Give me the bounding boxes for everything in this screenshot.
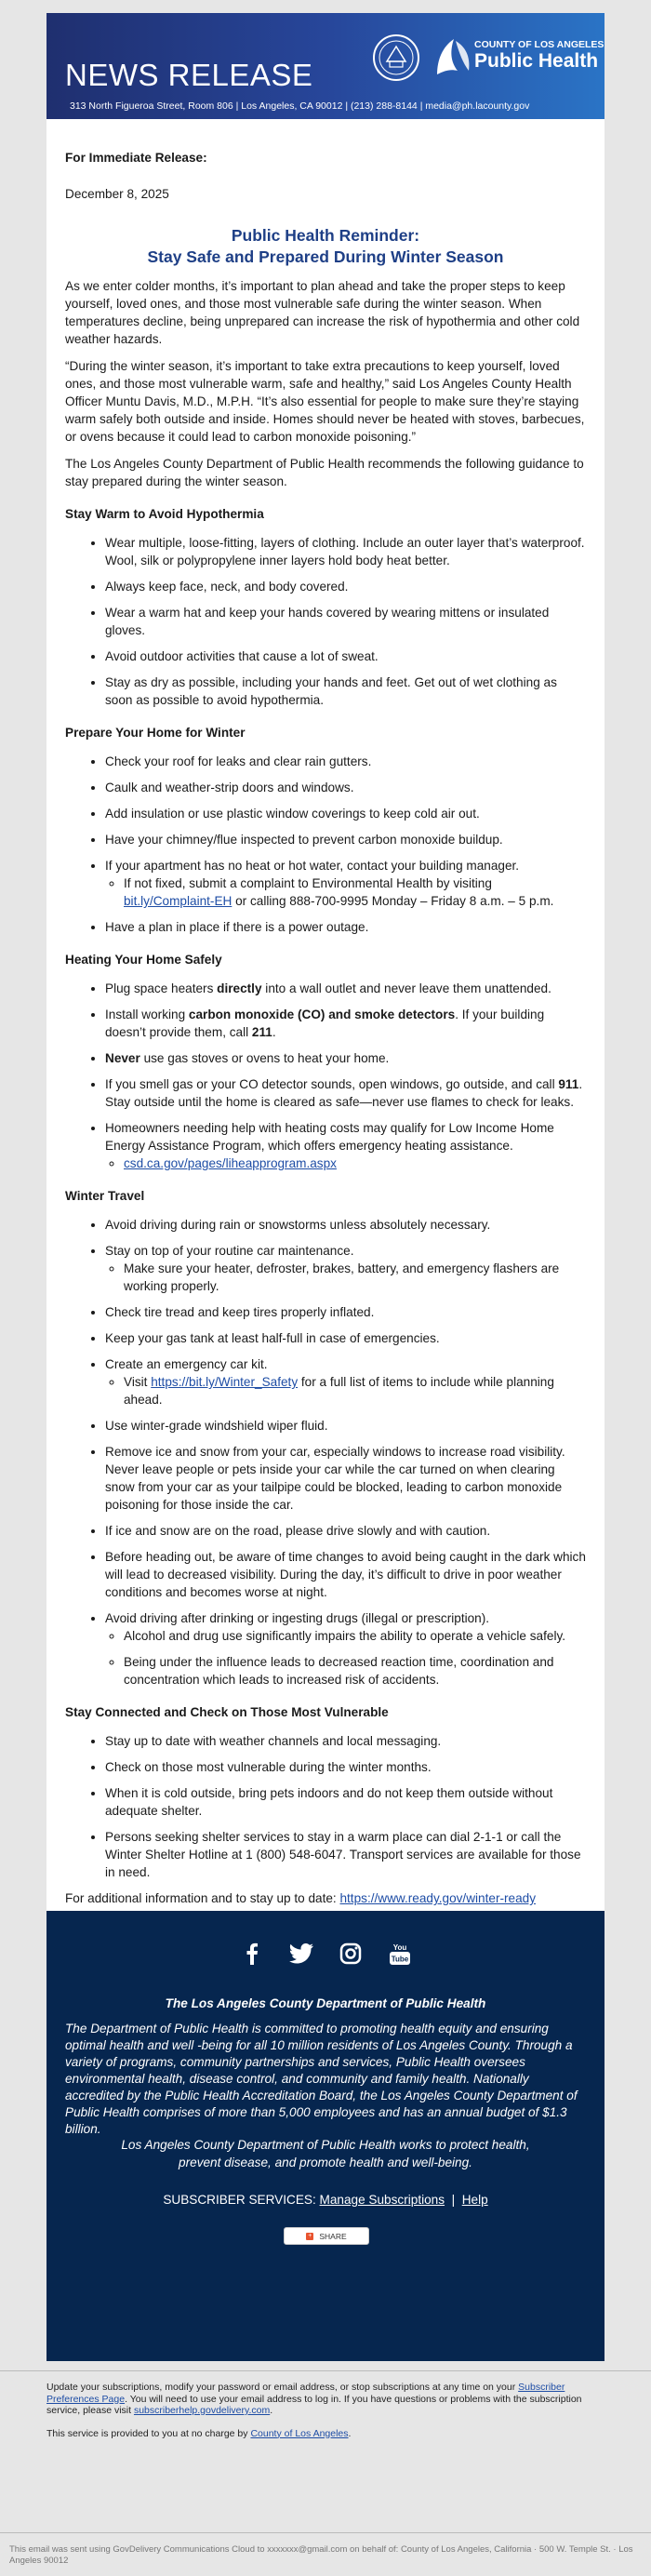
list-item: • Avoid outdoor activities that cause a lot of sweat. [105, 647, 586, 665]
list-item: • Keep your gas tank at least half-full in case of emergencies. [105, 1329, 586, 1347]
text: Visit [124, 1375, 152, 1389]
manage-subscriptions-link[interactable]: Manage Subscriptions [319, 2193, 445, 2207]
banner-title: NEWS RELEASE [65, 58, 313, 92]
list-item: • Check tire tread and keep tires properly inflated. [105, 1303, 586, 1321]
guidance-paragraph: The Los Angeles County Department of Public Health recommends the following guidance to stay prepared during the winter season. [65, 457, 584, 488]
facebook-icon[interactable] [237, 1939, 267, 1969]
section-heading-connected: Stay Connected and Check on Those Most Vulnerable [65, 1705, 389, 1719]
footer-mission [112, 2136, 539, 2171]
ready-gov-link[interactable]: https://www.ready.gov/winter-ready [339, 1891, 537, 1905]
text: Stay on top of your routine car maintenance. [105, 1244, 354, 1258]
divider [0, 2532, 651, 2533]
text: This service is provided to you at no charge by [46, 2427, 251, 2439]
text: . [270, 2405, 273, 2416]
list-item: • Stay up to date with weather channels and local messaging. [105, 1732, 586, 1750]
subscriber-services [46, 2193, 604, 2207]
subscriber-label: SUBSCRIBER SERVICES: [163, 2193, 320, 2207]
list-item [105, 1242, 586, 1295]
emphasis: 911 [558, 1077, 579, 1091]
list-item: • Check your roof for leaks and clear rain gutters. [105, 753, 586, 770]
list-item: • Always keep face, neck, and body covered. [105, 578, 586, 595]
emphasis: directly [217, 981, 262, 995]
text: into a wall outlet and never leave them unattended. [261, 981, 551, 995]
complaint-text-end: or calling 888-700-9995 Monday – Friday 8 a.m. – 5 p.m. [232, 894, 554, 908]
list-item [105, 857, 586, 910]
list-item: ◦ Alcohol and drug use significantly impairs the ability to operate a vehicle safely. [124, 1627, 586, 1645]
youtube-icon[interactable] [385, 1939, 415, 1969]
list-item: • Avoid driving during rain or snowstorms unless absolutely necessary. [105, 1216, 586, 1234]
liheap-link[interactable]: csd.ca.gov/pages/liheapprogram.aspx [124, 1156, 337, 1170]
text: Plug space heaters [105, 981, 218, 995]
complaint-link[interactable]: bit.ly/Complaint-EH [124, 894, 232, 908]
list-item-text: If your apartment has no heat or hot water, contact your building manager. [105, 859, 520, 873]
quote-paragraph: “During the winter season, it’s important to take extra precautions to keep yourself, loved ones, and those most vulnerable warm, safe and healthy,” said Los Angeles County Health Officer Muntu Davis, M.D., M.P.H. “It’s also essential for people to make sure they’re staying warm safely both outside and inside. Homes should never be heated with stoves, barbecues, or ovens because it could lead to carbon monoxide poisoning.” [65, 359, 585, 444]
text: . You will need to use your email address to log in. If you have questions or problems with the subscription service, please visit [46, 2393, 582, 2416]
footer-description: The Department of Public Health is committed to promoting health equity and ensuring optimal health and well -being for all 10 million residents of Los Angeles County. Through a variety of programs, community partnerships and services, Public Health oversees environmental health, disease control, and community and family health. Nationally accredited by the Public Health Accreditation Board, the Los Angeles County Department of Public Health comprises of more than 5,000 employees and has an annual budget of $1.3 billion. [65, 2022, 578, 2136]
share-button[interactable] [284, 2227, 369, 2245]
list-item: ◦ Make sure your heater, defroster, brakes, battery, and emergency flashers are working properly. [124, 1260, 586, 1295]
home-list [65, 753, 586, 936]
social-links [46, 1939, 604, 1969]
divider [0, 2370, 651, 2371]
sent-via-text: This email was sent using GovDelivery Communications Cloud to xxxxxxx@gmail.com on behalf of: County of Los Angeles, California · 500 W. Temple St. · Los Angeles 90012 [9, 2544, 633, 2566]
text: Create an emergency car kit. [105, 1357, 268, 1371]
update-text [46, 2382, 604, 2417]
heating-list [65, 980, 586, 1172]
list-item: • Stay as dry as possible, including your hands and feet. Get out of wet clothing as soon as possible to avoid hypothermia. [105, 674, 586, 709]
list-item: • Persons seeking shelter services to stay in a warm place can dial 2-1-1 or call the Winter Shelter Hotline at 1 (800) 548-6047. Transport services are available for those in need. [105, 1828, 586, 1881]
list-item: • Have a plan in place if there is a power outage. [105, 918, 586, 936]
winter-safety-link[interactable]: https://bit.ly/Winter_Safety [151, 1375, 299, 1389]
banner-address: 313 North Figueroa Street, Room 806 | Los Angeles, CA 90012 | (213) 288-8144 | media@ph.lacounty.gov [70, 100, 530, 112]
connected-list [65, 1732, 586, 1881]
list-item: • Before heading out, be aware of time changes to avoid being caught in the dark which will lead to decreased visibility. During the day, it’s difficult to drive in poor weather conditions and becomes worse at night. [105, 1548, 586, 1601]
release-date: December 8, 2025 [65, 187, 169, 201]
list-item: • When it is cold outside, bring pets indoors and do not keep them outside without adequate shelter. [105, 1784, 586, 1820]
list-item: ◦ Being under the influence leads to decreased reaction time, coordination and concentration which leads to increased risk of accidents. [124, 1653, 586, 1688]
list-item: • Wear multiple, loose-fitting, layers of clothing. Include an outer layer that’s waterproof. Wool, silk or polypropylene inner layers hold body heat better. [105, 534, 586, 569]
footer-org-name: The Los Angeles County Department of Public Health [165, 1996, 486, 2010]
separator: | [451, 2193, 456, 2207]
text: . If your building doesn’t provide them, call [105, 1008, 545, 1039]
list-item [105, 1049, 586, 1067]
list-item: • Use winter-grade windshield wiper fluid. [105, 1417, 586, 1435]
list-item [105, 1119, 586, 1172]
release-title [65, 225, 586, 268]
subscriber-help-link[interactable]: subscriberhelp.govdelivery.com [133, 2405, 271, 2416]
section-heading-home: Prepare Your Home for Winter [65, 726, 246, 740]
section-heading-warm: Stay Warm to Avoid Hypothermia [65, 507, 264, 521]
emphasis: carbon monoxide (CO) and smoke detectors [188, 1008, 456, 1021]
twitter-icon[interactable] [286, 1939, 316, 1969]
provided-text [46, 2428, 604, 2440]
text: . [272, 1025, 276, 1039]
section-heading-travel: Winter Travel [65, 1189, 145, 1203]
mission-line: Los Angeles County Department of Public Health works to protect health, [121, 2138, 530, 2152]
travel-list [65, 1216, 586, 1688]
heating-sublist [105, 1155, 586, 1172]
subscription-footer [46, 2382, 604, 2439]
list-item: • Caulk and weather-strip doors and windows. [105, 779, 586, 796]
text: If you smell gas or your CO detector sounds, open windows, go outside, and call [105, 1077, 559, 1091]
email-card [46, 13, 604, 2361]
list-item: • If ice and snow are on the road, please drive slowly and with caution. [105, 1522, 586, 1540]
list-item [124, 874, 586, 910]
list-item [105, 1006, 586, 1041]
list-item: • Add insulation or use plastic window coverings to keep cold air out. [105, 805, 586, 822]
more-info [65, 1889, 586, 1907]
text: . [348, 2427, 352, 2439]
complaint-text: If not fixed, submit a complaint to Environmental Health by visiting [124, 876, 492, 890]
text: use gas stoves or ovens to heat your home. [140, 1051, 390, 1065]
text: For additional information and to stay up to date: [65, 1891, 340, 1905]
footer [46, 1911, 604, 2361]
public-health-logo-icon [430, 33, 476, 82]
travel-sublist [105, 1627, 586, 1688]
instagram-icon[interactable] [336, 1939, 365, 1969]
list-item: • Check on those most vulnerable during the winter months. [105, 1758, 586, 1776]
section-heading-heating: Heating Your Home Safely [65, 953, 222, 967]
list-item [124, 1373, 586, 1408]
mission-line: prevent disease, and promote health and well-being. [179, 2156, 472, 2169]
list-item: • Wear a warm hat and keep your hands covered by wearing mittens or insulated gloves. [105, 604, 586, 639]
warm-list [65, 534, 586, 709]
youtube-tube: Tube [391, 1955, 408, 1964]
text: Avoid driving after drinking or ingesting drugs (illegal or prescription). [105, 1611, 490, 1625]
text: . Stay outside until the home is cleared as safe—never use flames to check for leaks. [105, 1077, 583, 1109]
release-title-line1: Public Health Reminder: [231, 226, 420, 245]
home-sublist [105, 874, 586, 910]
subscriber-preferences-link[interactable]: Subscriber Preferences Page [46, 2382, 565, 2405]
county-seal-icon [372, 33, 420, 82]
emphasis: Never [105, 1051, 140, 1065]
list-item [105, 1609, 586, 1688]
brand-name: Public Health [474, 50, 599, 72]
travel-sublist [105, 1373, 586, 1408]
list-item [105, 1355, 586, 1408]
share-label: SHARE [319, 2231, 347, 2241]
emphasis: 211 [251, 1025, 272, 1039]
list-item [105, 980, 586, 997]
text: for a full list of items to include while planning ahead. [124, 1375, 554, 1407]
immediate-release-label: For Immediate Release: [65, 151, 207, 165]
release-body [65, 149, 586, 1916]
text: Install working [105, 1008, 189, 1021]
county-line: COUNTY OF LOS ANGELES [474, 39, 604, 50]
text: Update your subscriptions, modify your password or email address, or stop subscriptions at any time on your [46, 2382, 519, 2393]
text: Homeowners needing help with heating costs may qualify for Low Income Home Energy Assistance Program, which offers emergency heating assistance. [105, 1121, 554, 1153]
news-release-banner [46, 13, 604, 119]
release-title-line2: Stay Safe and Prepared During Winter Season [147, 247, 504, 266]
share-icon: + [308, 2232, 312, 2239]
list-item: • Remove ice and snow from your car, especially windows to increase road visibility. Never leave people or pets inside your car while the car turned on when clearing snow from your car as your tailpipe could be blocked, leading to carbon monoxide poisoning for those inside the car. [105, 1443, 586, 1514]
help-link[interactable]: Help [461, 2193, 488, 2207]
travel-sublist [105, 1260, 586, 1295]
list-item [105, 1075, 586, 1111]
intro-paragraph: As we enter colder months, it’s important to plan ahead and take the proper steps to keep yourself, loved ones, and those most vulnerable safe during the winter season. When temperatures decline, being unprepared can increase the risk of hypothermia and other cold weather hazards. [65, 279, 580, 346]
county-link[interactable]: County of Los Angeles [250, 2427, 349, 2439]
list-item: • Have your chimney/flue inspected to prevent carbon monoxide buildup. [105, 831, 586, 848]
youtube-you: You [392, 1943, 406, 1952]
list-item [124, 1155, 586, 1172]
